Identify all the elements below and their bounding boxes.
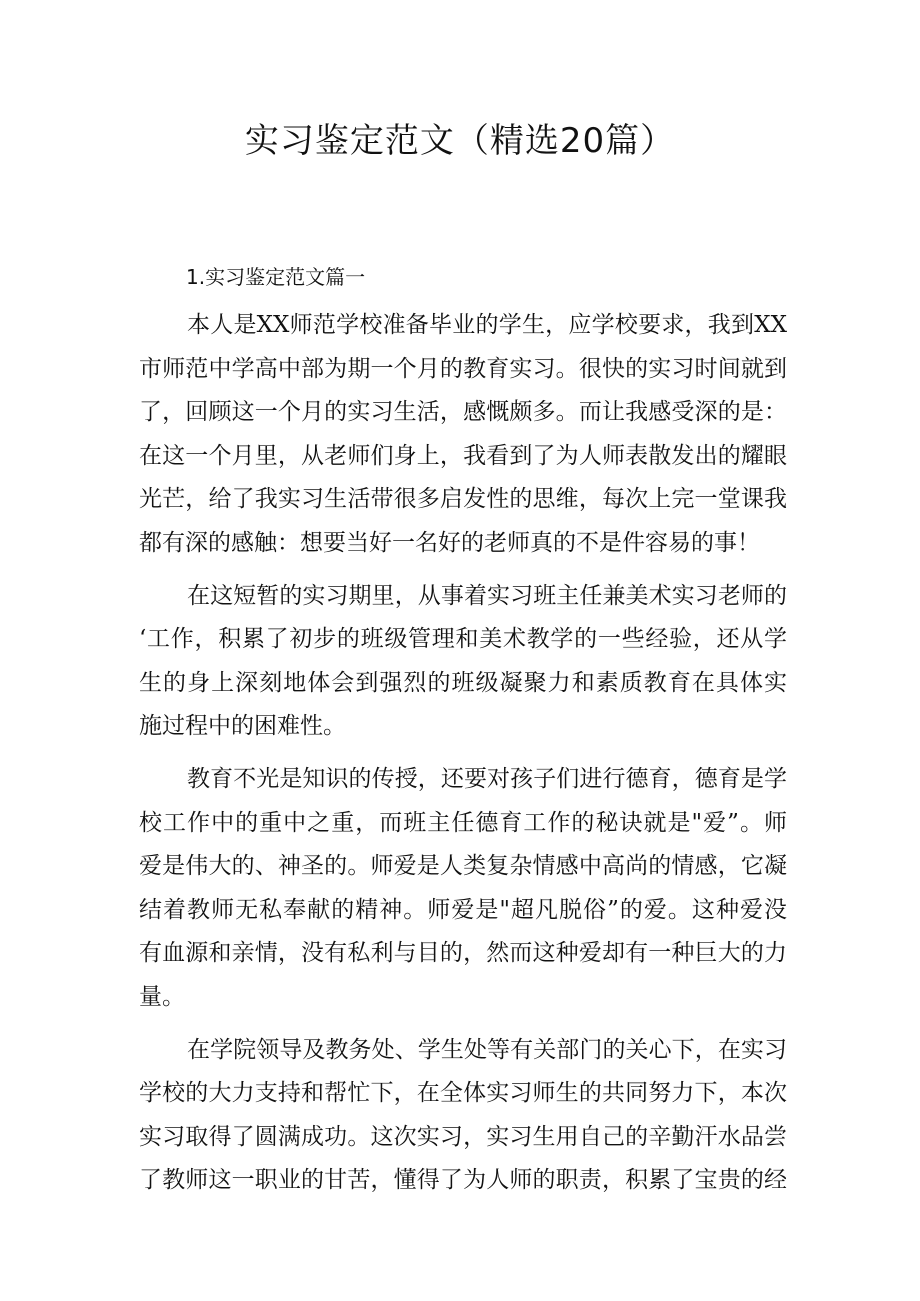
paragraph-line: 施过程中的困难性。 — [139, 713, 346, 740]
paragraph-1 — [139, 304, 787, 566]
paragraph-line: 教育不光是知识的传授，还要对孩子们进行德育，德育是学 — [187, 765, 787, 792]
paragraph-line: 生的身上深刻地体会到强烈的班级凝聚力和素质教育在具体实 — [139, 669, 787, 696]
paragraph-line: 本人是XX师范学校准备毕业的学生，应学校要求，我到XX — [187, 312, 787, 338]
paragraph-line: 市师范中学高中部为期一个月的教育实习。很快的实习时间就到 — [139, 355, 787, 382]
paragraph-line: 实习取得了圆满成功。这次实习，实习生用自己的辛勤汗水品尝 — [139, 1123, 787, 1150]
paragraph-line: 在学院领导及教务处、学生处等有关部门的关心下，在实习 — [187, 1036, 787, 1063]
paragraph-2 — [139, 575, 787, 749]
paragraph-line: 光芒，给了我实习生活带很多启发性的思维，每次上完一堂课我 — [139, 486, 787, 513]
paragraph-line: 爱是伟大的、神圣的。师爱是人类复杂情感中高尚的情感，它凝 — [139, 853, 787, 880]
paragraph-line: ‘工作，积累了初步的班级管理和美术教学的一些经验，还从学 — [139, 626, 787, 653]
paragraph-line: 在这一个月里，从老师们身上，我看到了为人师表散发出的耀眼 — [139, 442, 787, 469]
paragraph-line: 了，回顾这一个月的实习生活，感慨颇多。而让我感受深的是： — [139, 399, 787, 426]
paragraph-4 — [139, 1029, 787, 1203]
paragraph-line: 都有深的感触：想要当好一名好的老师真的不是件容易的事！ — [139, 529, 760, 556]
paragraph-line: 了教师这一职业的甘苦，懂得了为人师的职责，积累了宝贵的经 — [139, 1167, 787, 1194]
section-heading: 1.实习鉴定范文篇一 — [186, 265, 366, 289]
paragraph-line: 量。 — [139, 983, 185, 1010]
paragraph-line: 学校的大力支持和帮忙下，在全体实习师生的共同努力下，本次 — [139, 1080, 787, 1107]
paragraph-line: 校工作中的重中之重，而班主任德育工作的秘诀就是"爱”。师 — [139, 809, 787, 836]
paragraph-line: 有血源和亲情，没有私利与目的，然而这种爱却有一种巨大的力 — [139, 940, 787, 967]
paragraph-3 — [139, 758, 787, 1020]
document-title: 实习鉴定范文（精选20篇） — [244, 121, 676, 161]
document-body — [139, 304, 787, 1212]
paragraph-line: 在这短暂的实习期里，从事着实习班主任兼美术实习老师的 — [187, 582, 787, 609]
paragraph-line: 结着教师无私奉献的精神。师爱是"超凡脱俗”的爱。这种爱没 — [139, 896, 787, 923]
